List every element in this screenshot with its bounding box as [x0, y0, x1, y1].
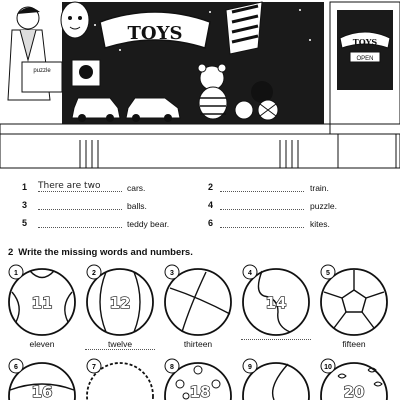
item-number: 3	[22, 200, 28, 210]
puzzle-box	[22, 62, 62, 92]
toy-car-1	[72, 98, 120, 122]
ball-6	[4, 356, 80, 400]
ball-word: eleven	[29, 339, 55, 349]
ball-index: 1	[14, 270, 18, 277]
ball-number: 20	[343, 383, 365, 400]
item-word: teddy bear.	[127, 219, 170, 229]
item-number: 1	[22, 182, 28, 192]
ball-word[interactable]: twelve	[85, 339, 155, 350]
ball-7	[82, 356, 158, 400]
ball-index: 10	[324, 364, 332, 371]
ball-index: 3	[170, 270, 174, 277]
item-word: cars.	[127, 183, 146, 193]
ball-index: 9	[248, 364, 252, 371]
answer-line[interactable]	[220, 217, 304, 228]
ball-word: fifteen	[342, 339, 366, 349]
shelf-ball-1	[235, 101, 253, 119]
ball-number: 18	[189, 383, 211, 400]
door-sign-text: TOYS	[352, 37, 378, 47]
item-word: balls.	[127, 201, 147, 211]
answer-line[interactable]: There are two	[38, 181, 122, 192]
answer-line[interactable]	[38, 199, 122, 210]
ball-number: 11	[31, 294, 53, 312]
ball-3	[160, 262, 236, 338]
answer-line[interactable]	[220, 199, 304, 210]
answer-line[interactable]	[38, 217, 122, 228]
ball-index: 8	[170, 364, 174, 371]
ball-index: 5	[326, 270, 330, 277]
ball-10	[316, 356, 392, 400]
answer-line[interactable]	[220, 181, 304, 192]
ball-number: 14	[265, 294, 287, 312]
exercise-2-heading	[8, 247, 193, 258]
item-number: 6	[208, 218, 214, 228]
ball-word[interactable]	[241, 339, 311, 340]
ball-index: 4	[248, 270, 252, 277]
ball-number: 16	[31, 383, 53, 400]
shop-counter	[0, 124, 330, 134]
puzzle-box-label: puzzle	[33, 68, 51, 74]
ball-1	[4, 262, 80, 338]
shop-door	[330, 2, 400, 124]
toys-sign-text: TOYS	[127, 23, 183, 44]
toy-shop-illustration	[0, 0, 400, 172]
exercise-number: 2	[8, 247, 14, 258]
ball-index: 6	[14, 364, 18, 371]
ball-2	[82, 262, 158, 338]
ball-number: 12	[109, 294, 131, 312]
ball-index: 7	[92, 364, 96, 371]
ball-index: 2	[92, 270, 96, 277]
striped-kite	[226, 2, 262, 54]
ball-9	[238, 356, 314, 400]
open-sign-text: OPEN	[356, 56, 374, 62]
item-word: kites.	[310, 219, 330, 229]
item-number: 2	[208, 182, 214, 192]
item-word: train.	[310, 183, 329, 193]
ball-5-soccer	[316, 262, 392, 338]
item-word: puzzle.	[310, 201, 337, 211]
ball-4	[238, 262, 314, 338]
exercise-instruction: Write the missing words and numbers.	[18, 247, 193, 258]
ball-word: thirteen	[183, 339, 213, 349]
item-number: 4	[208, 200, 214, 210]
ball-8	[160, 356, 236, 400]
item-number: 5	[22, 218, 28, 228]
